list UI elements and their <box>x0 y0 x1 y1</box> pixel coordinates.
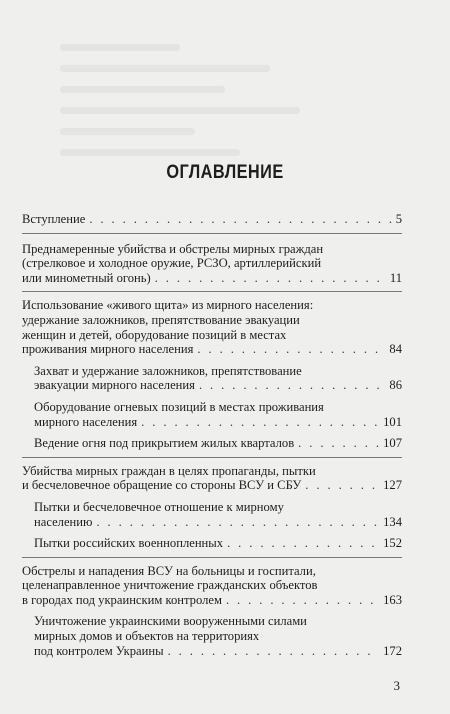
toc-entry[interactable] <box>22 242 402 286</box>
toc-entry-text: женщин и детей, оборудование позиций в местах <box>22 327 287 342</box>
toc-section <box>22 212 402 234</box>
toc-section <box>22 298 402 457</box>
toc-section <box>22 564 402 659</box>
toc-entry[interactable] <box>22 464 402 493</box>
dot-leader <box>168 644 380 659</box>
toc-entry-text: Убийства мирных граждан в целях пропаганды, пытки <box>22 463 316 478</box>
toc-entry-text: целенаправленное уничтожение гражданских объектов <box>22 578 318 593</box>
toc-page-number: 5 <box>395 212 402 226</box>
toc-entry-text: мирных домов и объектов на территориях <box>34 629 260 644</box>
toc-page-number: 134 <box>383 514 402 529</box>
dot-leader <box>298 436 379 451</box>
toc-entry-text: Оборудование огневых позиций в местах проживания <box>34 399 324 414</box>
toc-entry[interactable] <box>22 564 402 608</box>
toc-entry-text: Вступление <box>22 212 86 226</box>
dot-leader <box>227 536 379 551</box>
toc-section <box>22 242 402 293</box>
toc-page-number: 86 <box>389 378 402 393</box>
toc-page-number: 163 <box>383 592 402 607</box>
toc-entry-text: Пытки и бесчеловечное отношение к мирному <box>34 499 284 514</box>
toc-subentry[interactable] <box>22 536 402 551</box>
dot-leader <box>155 271 386 286</box>
toc-subentry[interactable] <box>22 400 402 429</box>
dot-leader <box>199 378 385 393</box>
bleed-through-text <box>60 30 360 170</box>
page-title: ОГЛАВЛЕНИЕ <box>166 162 284 183</box>
table-of-contents <box>22 212 402 658</box>
toc-subentry[interactable] <box>22 364 402 393</box>
toc-entry-text: Пытки российских военнопленных <box>34 536 224 551</box>
toc-subentry[interactable] <box>22 500 402 529</box>
toc-entry-text: мирного населения <box>34 414 138 429</box>
toc-entry-text: Захват и удержание заложников, препятствование <box>34 363 302 378</box>
toc-page-number: 107 <box>383 436 402 451</box>
toc-entry-text: удержание заложников, препятствование эвакуации <box>22 312 300 327</box>
toc-subentry[interactable] <box>22 436 402 451</box>
toc-entry-text: Уничтожение украинскими вооруженными силами <box>34 614 307 629</box>
toc-entry-text: проживания мирного населения <box>22 342 194 357</box>
toc-page-number: 101 <box>383 414 402 429</box>
toc-entry-text: и бесчеловечное обращение со стороны ВСУ и СБУ <box>22 478 302 493</box>
toc-entry-text: Ведение огня под прикрытием жилых кварталов <box>34 436 295 451</box>
toc-entry-text: (стрелковое и холодное оружие, РСЗО, артиллерийский <box>22 256 322 271</box>
dot-leader <box>197 342 385 357</box>
toc-page-number: 152 <box>383 536 402 551</box>
toc-entry-text: Использование «живого щита» из мирного населения: <box>22 298 314 313</box>
dot-leader <box>226 593 379 608</box>
toc-section <box>22 464 402 558</box>
toc-entry-text: или минометный огонь) <box>22 270 151 285</box>
toc-entry[interactable] <box>22 298 402 356</box>
toc-entry[interactable] <box>22 212 402 227</box>
toc-entry-text: под контролем Украины <box>34 643 164 658</box>
dot-leader <box>89 212 391 227</box>
toc-page-number: 84 <box>389 342 402 357</box>
toc-page-number: 172 <box>383 643 402 658</box>
toc-page-number: 127 <box>383 478 402 493</box>
dot-leader <box>305 478 379 493</box>
toc-entry-text: эвакуации мирного населения <box>34 378 195 393</box>
toc-page-number: 11 <box>389 270 402 285</box>
toc-entry-text: в городах под украинским контролем <box>22 592 222 607</box>
dot-leader <box>141 415 379 430</box>
toc-subentry[interactable] <box>22 614 402 658</box>
toc-entry-text: населению <box>34 514 93 529</box>
toc-entry-text: Преднамеренные убийства и обстрелы мирных граждан <box>22 241 324 256</box>
toc-entry-text: Обстрелы и нападения ВСУ на больницы и госпитали, <box>22 563 316 578</box>
dot-leader <box>96 515 379 530</box>
page-number: 3 <box>393 678 400 693</box>
